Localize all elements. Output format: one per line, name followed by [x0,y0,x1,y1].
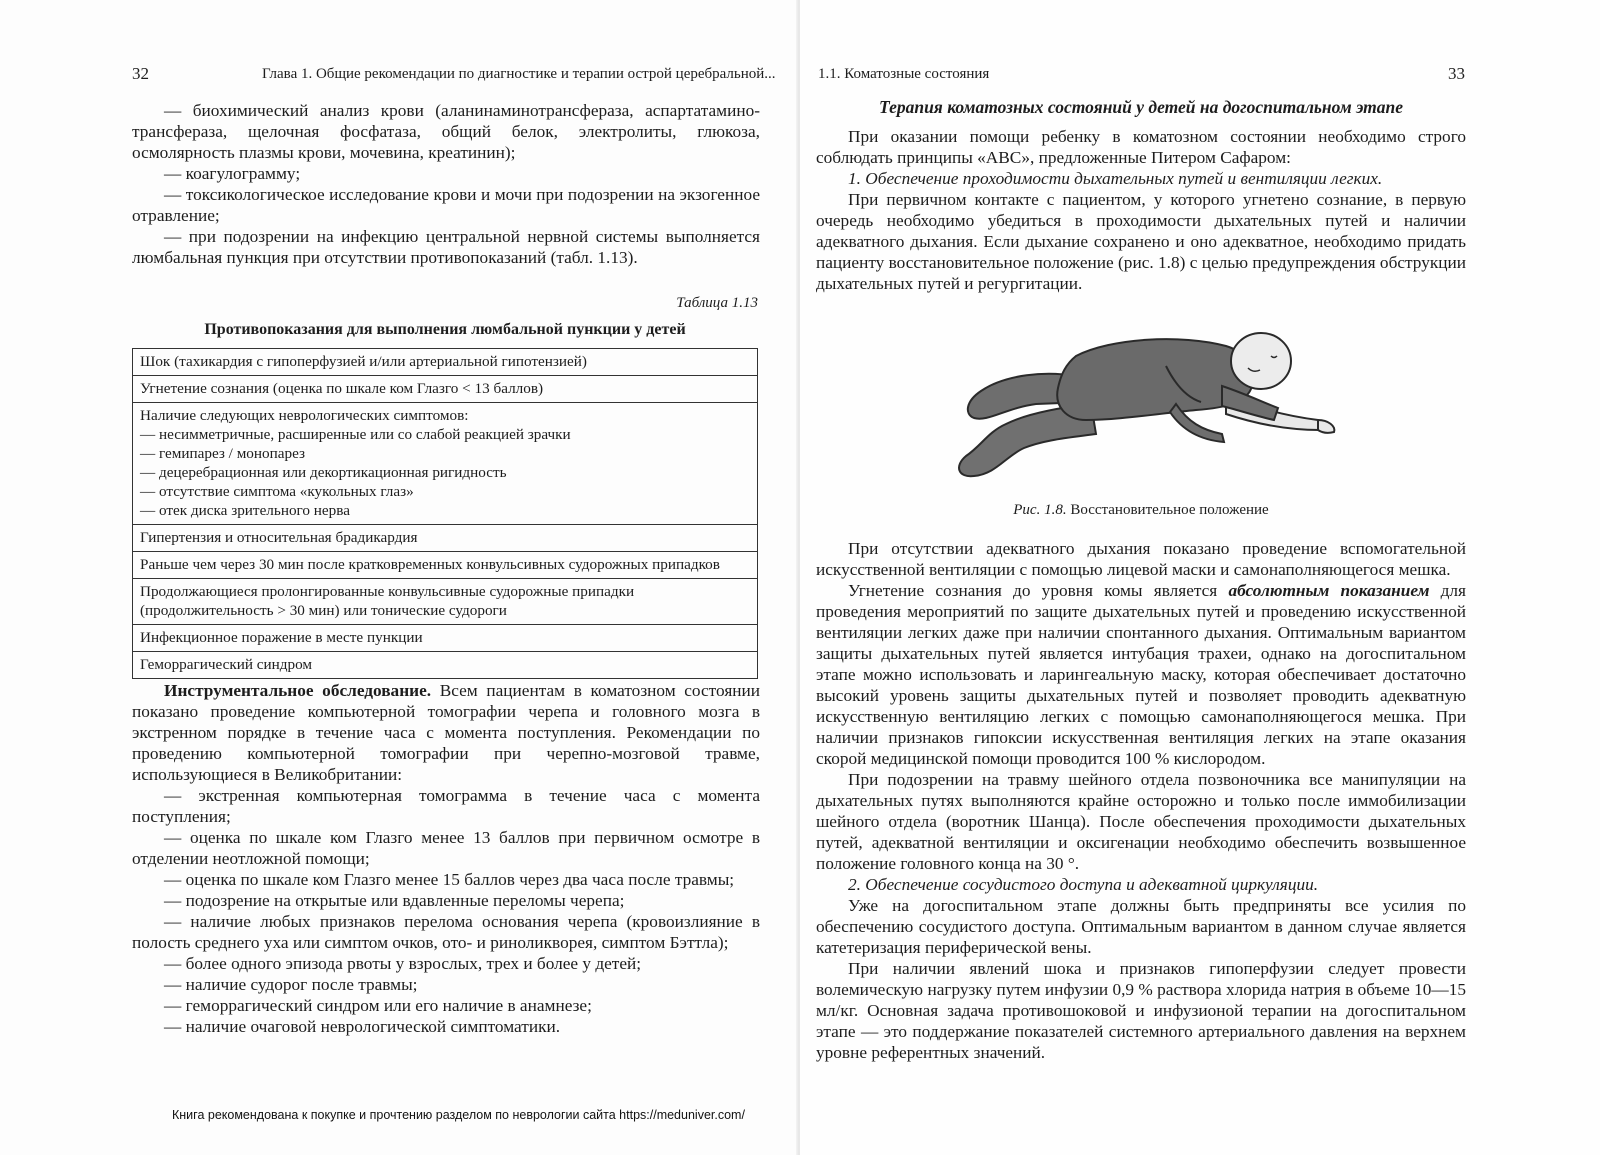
figure-caption-label: Рис. 1.8. [1013,502,1067,518]
paragraph: При первичном контакте с пациентом, у которого угнетено сознание, в первую очередь необходимо убедиться в проходимости дыхательных путей и наличии адекватного дыхания. Если дыхание сохранено и оно адекватное, необходимо придать пациенту восстановительное положение (рис. 1.8) с целью предупреждения обструкции дыхательных путей и регургитации. [816,190,1466,293]
intro-list [132,100,760,268]
table-cell [133,403,758,525]
table-row [133,625,758,652]
emphasis-text: абсолютным показанием [1228,581,1430,600]
table-row [133,376,758,403]
footer-note: Книга рекомендована к покупке и прочтению разделом по неврологии сайта https://meduniver.com/ [172,1108,745,1122]
cell-sub-item: — децеребрационная или декортикационная ригидность [140,464,507,481]
paragraph: При наличии явлений шока и признаков гипоперфузии следует провести волемическую нагрузку путем инфузии 0,9 % раствора хлорида натрия в объеме 10—15 мл/кг. Основная задача противошоковой и инфузионой терапии на догоспитальном этапе — это поддержание показателей системного артериального давления на верхнем уровне референтных значений. [816,959,1466,1062]
table-cell: Шок (тахикардия с гипоперфузией и/или артериальной гипотензией) [133,349,758,376]
subheading: 1. Обеспечение проходимости дыхательных путей и вентиляции легких. [848,169,1383,188]
list-item: — при подозрении на инфекцию центральной нервной системы выполняется люмбальная пункция при отсутствии противопоказаний (табл. 1.13). [132,227,760,267]
list-item: — экстренная компьютерная томограмма в течение часа с момента поступления; [132,786,760,826]
table-cell: Геморрагический синдром [133,652,758,679]
list-item: — более одного эпизода рвоты у взрослых, трех и более у детей; [164,954,642,973]
table-row [133,579,758,625]
table-row [133,403,758,525]
list-item: — оценка по шкале ком Глазго менее 13 баллов при первичном осмотре в отделении неотложной помощи; [132,828,760,868]
table-cell: Инфекционное поражение в месте пункции [133,625,758,652]
list-item: — токсикологическое исследование крови и мочи при подозрении на экзогенное отравление; [132,185,760,225]
instrumental-paragraph [132,680,760,785]
right-running-head: 1.1. Коматозные состояния [818,66,990,82]
subheading: 2. Обеспечение сосудистого доступа и адекватной циркуляции. [848,875,1319,894]
contraindications-table [132,348,758,679]
right-content [816,96,1466,1063]
table-cell: Угнетение сознания (оценка по шкале ком Глазго < 13 баллов) [133,376,758,403]
list-item: — наличие судорог после травмы; [164,975,418,994]
list-item: — подозрение на открытые или вдавленные переломы черепа; [164,891,625,910]
table-cell: Гипертензия и относительная брадикардия [133,525,758,552]
table-row [133,349,758,376]
cell-sub-item: — гемипарез / монопарез [140,445,306,462]
list-item: — биохимический анализ крови (аланинаминотрансфераза, аспартатамино-трансфераза, щелочная фосфатаза, общий белок, электролиты, глюкоза, осмолярность плазмы крови, мочевина, креатинин); [132,101,760,162]
recovery-position-illustration [926,316,1346,491]
table-caption: Таблица 1.13 [676,295,758,311]
left-page-number: 32 [132,64,149,83]
figure-caption [816,500,1466,520]
list-item: — наличие очаговой неврологической симптоматики. [164,1017,561,1036]
paragraph-text: для проведения мероприятий по защите дыхательных путей и проведению искусственной вентиляции легких даже при наличии спонтанного дыхания. Оптимальным вариантом защиты дыхательных путей является интубация трахеи, однако на догоспитальном этапе можно использовать и ларингеальную маску, которая обеспечивает достаточно высокий уровень защиты дыхательных путей и позволяет проводить адекватную искусственную вентиляцию легких с помощью самонаполняющегося мешка. При наличии признаков гипоксии искусственная вентиляция легких на этапе оказания скорой медицинской помощи проводится 100 % кислородом. [816,581,1466,768]
instrumental-text: Всем пациентам в коматозном состоянии показано проведение компьютерной томографии черепа и головного мозга в экстренном порядке в течение часа с момента поступления. Рекомендации по проведению компьютерной томографии при черепно-мозговой травме, использующиеся в Великобритании: [132,681,761,784]
table-cell: Продолжающиеся пролонгированные конвульсивные судорожные припадки (продолжительность > 30 мин) или тонические судороги [133,579,758,625]
paragraph: Уже на догоспитальном этапе должны быть предприняты все усилия по обеспечению сосудистого доступа. Оптимальным вариантом в данном случае является катетеризация периферической вены. [816,896,1466,957]
recovery-position-figure [816,316,1466,496]
section-title: Терапия коматозных состояний у детей на догоспитальном этапе [879,97,1403,117]
left-page [0,0,798,1155]
list-item: — оценка по шкале ком Глазго менее 15 баллов через два часа после травмы; [164,870,735,889]
cell-heading: Наличие следующих неврологических симптомов: [140,407,469,424]
figure-caption-text: Восстановительное положение [1066,502,1269,518]
paragraph: При подозрении на травму шейного отдела позвоночника все манипуляции на дыхательных путях выполняются крайне осторожно и только после иммобилизации шейного отдела (воротник Шанца). После обеспечения проходимости дыхательных путей, адекватной вентиляции и оксигенации необходимо обеспечить возвышенное положение головного конца на 30 °. [816,770,1466,873]
table-title: Противопоказания для выполнения люмбальной пункции у детей [204,321,686,338]
instrumental-lead: Инструментальное обследование. [164,681,432,700]
cell-sub-item: — отсутствие симптома «кукольных глаз» [140,483,414,500]
left-running-head: Глава 1. Общие рекомендации по диагностике и терапии острой церебральной... [262,66,776,82]
list-item: — наличие любых признаков перелома основания черепа (кровоизлияние в полость среднего уха или симптом очков, ото- и риноликворея, симптом Бэттла); [132,912,760,952]
table-row [133,652,758,679]
table-row [133,552,758,579]
paragraph: При оказании помощи ребенку в коматозном состоянии необходимо строго соблюдать принципы «ABC», предложенные Питером Сафаром: [816,127,1466,167]
right-page-number: 33 [1448,64,1465,83]
paragraph-text: Угнетение сознания до уровня комы является [848,581,1229,600]
cell-sub-item: — отек диска зрительного нерва [140,502,350,519]
list-item: — геморрагический синдром или его наличие в анамнезе; [164,996,592,1015]
paragraph: При отсутствии адекватного дыхания показано проведение вспомогательной искусственной вентиляции с помощью лицевой маски и самонаполняющегося мешка. [816,539,1466,579]
paragraph [816,580,1466,769]
table-row [133,525,758,552]
instrumental-section [132,680,760,1037]
list-item: — коагулограмму; [164,164,301,183]
cell-sub-item: — несимметричные, расширенные или со слабой реакцией зрачки [140,426,571,443]
table-cell: Раньше чем через 30 мин после кратковременных конвульсивных судорожных припадков [133,552,758,579]
